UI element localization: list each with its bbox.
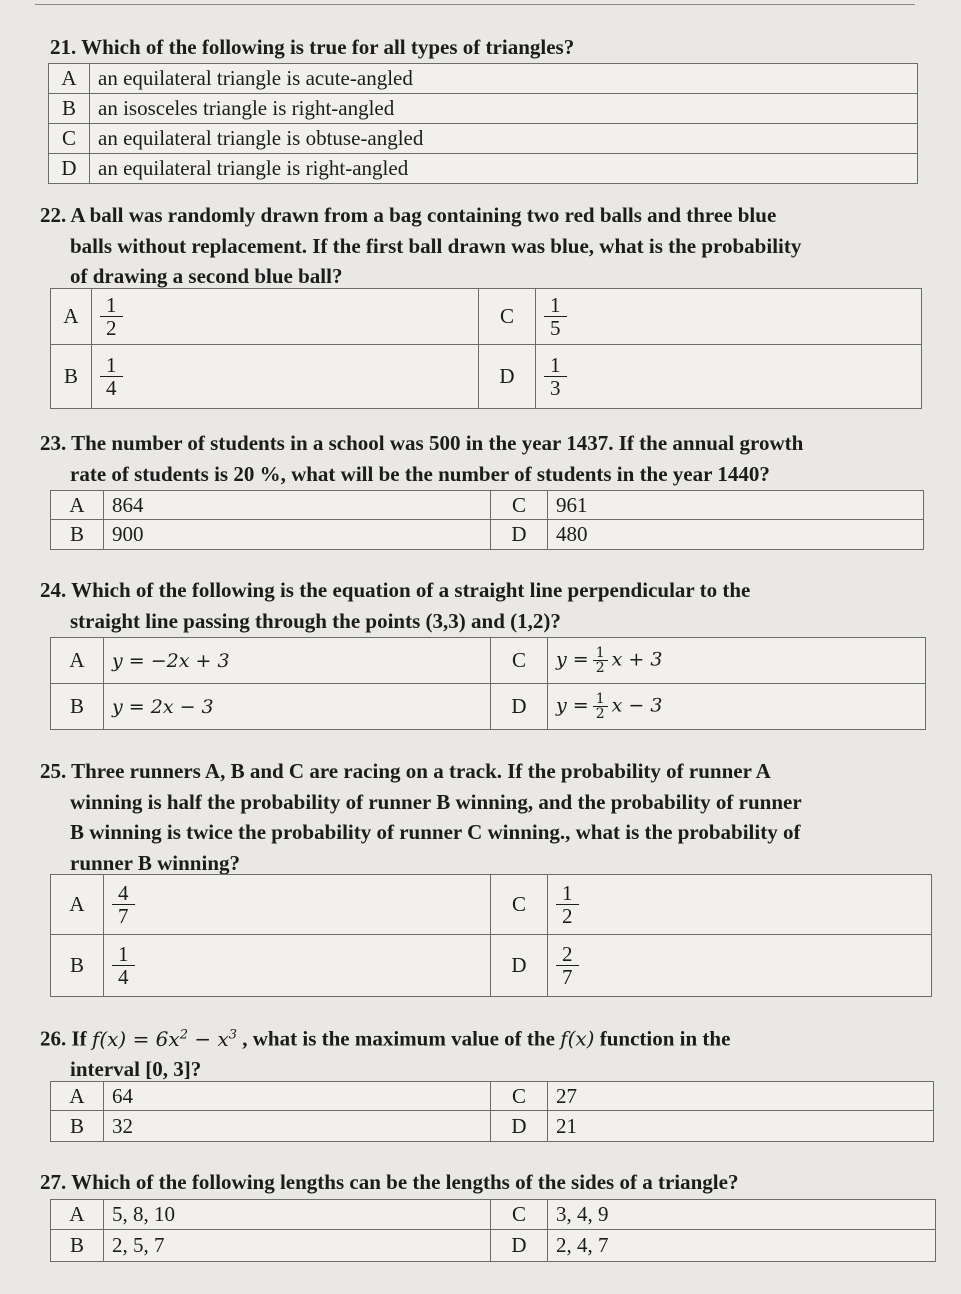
option-value[interactable] [104, 875, 491, 935]
option-letter[interactable]: D [479, 345, 536, 409]
option-value[interactable] [536, 345, 922, 409]
option-row [51, 289, 922, 345]
option-text[interactable]: 27 [548, 1082, 934, 1111]
option-row [49, 154, 918, 184]
option-text[interactable]: 32 [104, 1111, 491, 1142]
option-row [49, 94, 918, 124]
fraction: $\frac{1}{3}$ [544, 354, 567, 399]
fraction: $\frac{1}{4}$ [100, 354, 123, 399]
question-26-options [50, 1081, 934, 1142]
option-value[interactable] [548, 935, 932, 997]
option-text[interactable]: 864 [104, 491, 491, 520]
option-row [51, 1200, 936, 1230]
option-row [51, 638, 926, 684]
option-value[interactable] [92, 289, 479, 345]
question-21-stem: 21. Which of the following is true for all types of triangles? [50, 35, 575, 59]
option-value[interactable] [92, 345, 479, 409]
fraction: $\frac{1}{2}$ [556, 882, 579, 927]
option-equation[interactable]: y = $\frac{1}{2}$ x − 3 [548, 684, 926, 730]
option-text[interactable]: 961 [548, 491, 924, 520]
option-value[interactable] [536, 289, 922, 345]
option-letter[interactable]: D [491, 520, 548, 550]
page-top-rule [35, 4, 915, 5]
question-25-options [50, 874, 932, 997]
option-letter[interactable]: C [491, 875, 548, 935]
option-equation[interactable]: y = $\frac{1}{2}$ x + 3 [548, 638, 926, 684]
option-letter[interactable]: B [51, 345, 92, 409]
option-letter[interactable]: D [491, 1111, 548, 1142]
option-letter[interactable]: B [51, 1111, 104, 1142]
option-letter[interactable]: B [51, 1230, 104, 1262]
fraction: $\frac{1}{4}$ [112, 943, 135, 988]
option-letter[interactable]: A [51, 875, 104, 935]
option-text[interactable]: 2, 4, 7 [548, 1230, 936, 1262]
option-row [49, 124, 918, 154]
option-letter[interactable]: C [491, 1200, 548, 1230]
question-26-stem: 26. If $f(x) = 6x^2 - x^3$ , what is the maximum value of the f(x) function in the interval [0, 3]? [40, 1026, 731, 1082]
option-text[interactable]: an isosceles triangle is right-angled [90, 94, 918, 124]
option-text[interactable]: an equilateral triangle is acute-angled [90, 64, 918, 94]
option-letter[interactable]: B [49, 94, 90, 124]
question-22-stem: 22. A ball was randomly drawn from a bag containing two red balls and three blue balls without replacement. If the first ball drawn was blue, what is the probability of drawing a second blue ball? [40, 203, 802, 288]
option-letter[interactable]: D [491, 935, 548, 997]
option-row [51, 345, 922, 409]
option-value[interactable] [104, 935, 491, 997]
option-letter[interactable]: C [491, 1082, 548, 1111]
option-text[interactable]: an equilateral triangle is right-angled [90, 154, 918, 184]
question-24-stem: 24. Which of the following is the equation of a straight line perpendicular to the straight line passing through the points (3,3) and (1,2)? [40, 578, 751, 633]
option-equation[interactable]: y = 2x − 3 [104, 684, 491, 730]
option-letter[interactable]: D [49, 154, 90, 184]
option-letter[interactable]: B [51, 935, 104, 997]
option-text[interactable]: 900 [104, 520, 491, 550]
question-22-options [50, 288, 922, 409]
option-text[interactable]: 21 [548, 1111, 934, 1142]
option-letter[interactable]: D [491, 684, 548, 730]
question-24-options [50, 637, 926, 730]
option-row [51, 520, 924, 550]
option-text[interactable]: 480 [548, 520, 924, 550]
question-25-stem: 25. Three runners A, B and C are racing on a track. If the probability of runner A winning is half the probability of runner B winning, and the probability of runner B winning is twice the probability of runner C winning., what is the probability of runner B winning? [40, 759, 802, 875]
option-row [51, 1082, 934, 1111]
option-value[interactable] [548, 875, 932, 935]
function-expression: $f(x) = 6x^2 - x^3$ [91, 1026, 238, 1051]
option-letter[interactable]: C [479, 289, 536, 345]
option-letter[interactable]: A [51, 289, 92, 345]
option-letter[interactable]: C [491, 638, 548, 684]
option-row [51, 1230, 936, 1262]
question-23-options [50, 490, 924, 550]
fraction: $\frac{2}{7}$ [556, 943, 579, 988]
option-equation[interactable]: y = −2x + 3 [104, 638, 491, 684]
fraction: $\frac{1}{2}$ [593, 646, 608, 675]
option-letter[interactable]: A [51, 1082, 104, 1111]
option-text[interactable]: 64 [104, 1082, 491, 1111]
question-27-options [50, 1199, 936, 1262]
question-21-options [48, 63, 918, 184]
fraction: $\frac{4}{7}$ [112, 882, 135, 927]
option-row [51, 684, 926, 730]
option-row [51, 1111, 934, 1142]
fraction: $\frac{1}{5}$ [544, 294, 567, 339]
question-27-stem: 27. Which of the following lengths can be the lengths of the sides of a triangle? [40, 1170, 739, 1194]
option-letter[interactable]: A [49, 64, 90, 94]
option-text[interactable]: an equilateral triangle is obtuse-angled [90, 124, 918, 154]
option-row [51, 875, 932, 935]
option-letter[interactable]: B [51, 684, 104, 730]
option-letter[interactable]: C [49, 124, 90, 154]
option-letter[interactable]: C [491, 491, 548, 520]
option-letter[interactable]: D [491, 1230, 548, 1262]
option-text[interactable]: 3, 4, 9 [548, 1200, 936, 1230]
fraction: $\frac{1}{2}$ [100, 294, 123, 339]
fraction: $\frac{1}{2}$ [593, 692, 608, 721]
option-text[interactable]: 5, 8, 10 [104, 1200, 491, 1230]
option-letter[interactable]: B [51, 520, 104, 550]
option-row [51, 935, 932, 997]
option-letter[interactable]: A [51, 1200, 104, 1230]
question-23-stem: 23. The number of students in a school was 500 in the year 1437. If the annual growth rate of students is 20 %, what will be the number of students in the year 1440? [40, 431, 804, 486]
option-row [51, 491, 924, 520]
option-text[interactable]: 2, 5, 7 [104, 1230, 491, 1262]
option-row [49, 64, 918, 94]
option-letter[interactable]: A [51, 491, 104, 520]
option-letter[interactable]: A [51, 638, 104, 684]
